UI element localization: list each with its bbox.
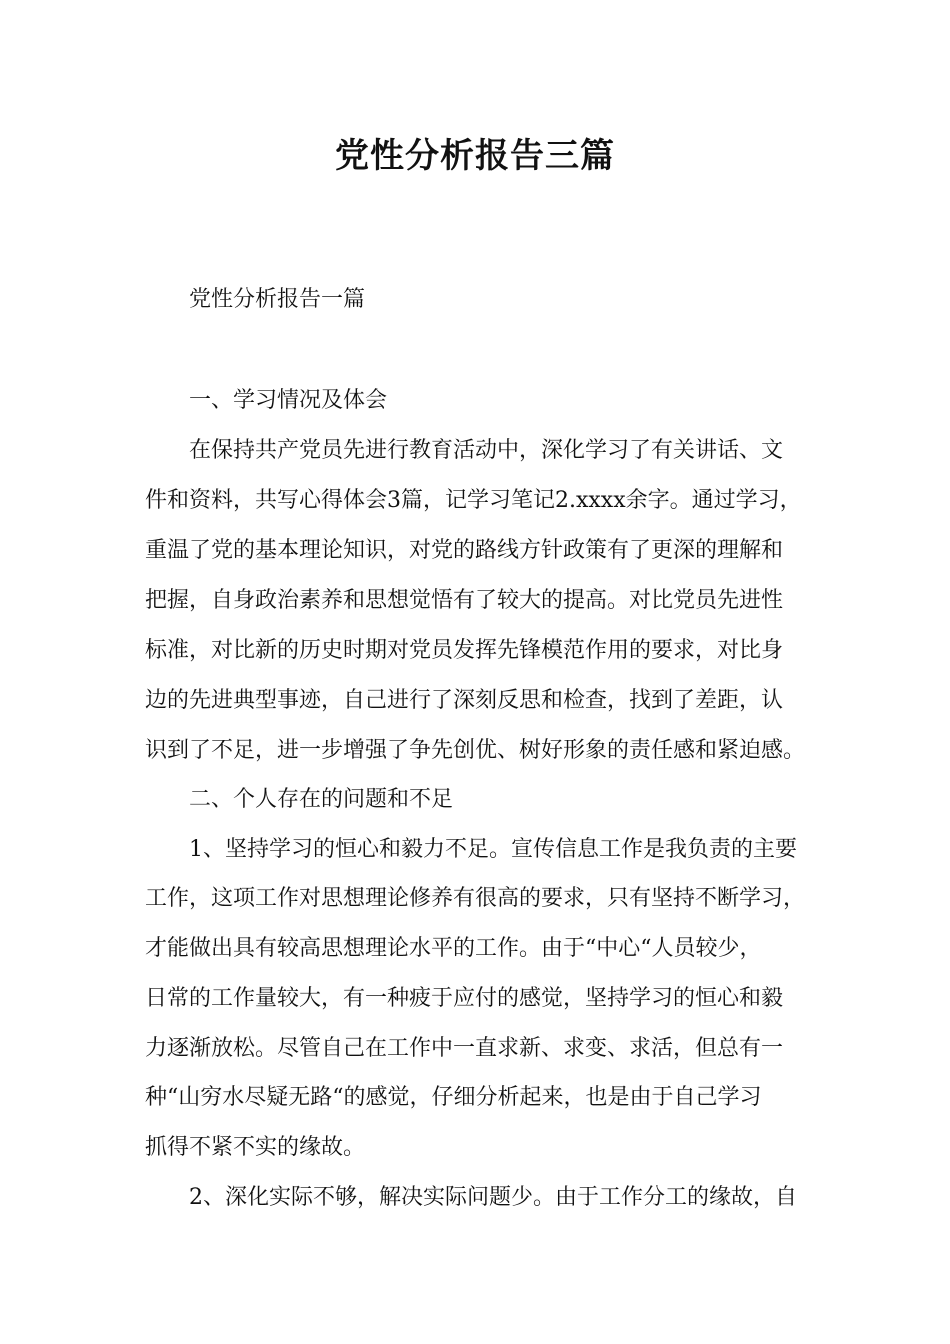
subheading: 二、个人存在的问题和不足 — [145, 787, 454, 812]
subheading: 一、学习情况及体会 — [145, 388, 388, 413]
paragraph-line: 抓得不紧不实的缘故。 — [145, 1135, 366, 1160]
paragraph-line: 日常的工作量较大，有一种疲于应付的感觉，坚持学习的恒心和毅 — [145, 986, 784, 1011]
paragraph-line: 才能做出具有较高思想理论水平的工作。由于“中心“人员较少， — [145, 936, 762, 961]
paragraph-line: 种“山穷水尽疑无路“的感觉，仔细分析起来，也是由于自己学习 — [145, 1085, 762, 1110]
document-title: 党性分析报告三篇 — [335, 136, 615, 176]
paragraph-line: 力逐渐放松。尽管自己在工作中一直求新、求变、求活，但总有一 — [145, 1036, 784, 1061]
paragraph-line: 件和资料，共写心得体会3篇，记学习笔记2.xxxx余字。通过学习， — [145, 488, 802, 513]
paragraph-line: 把握，自身政治素养和思想觉悟有了较大的提高。对比党员先进性 — [145, 588, 784, 613]
paragraph-line: 边的先进典型事迹，自己进行了深刻反思和检查，找到了差距，认 — [145, 688, 784, 713]
paragraph-line: 在保持共产党员先进行教育活动中，深化学习了有关讲话、文 — [145, 438, 784, 463]
paragraph-line: 工作，这项工作对思想理论修养有很高的要求，只有坚持不断学习， — [145, 886, 806, 911]
paragraph-line: 重温了党的基本理论知识，对党的路线方针政策有了更深的理解和 — [145, 538, 784, 563]
paragraph-line: 1、坚持学习的恒心和毅力不足。宣传信息工作是我负责的主要 — [145, 837, 797, 862]
section-heading: 党性分析报告一篇 — [145, 287, 366, 312]
paragraph-line: 标准，对比新的历史时期对党员发挥先锋模范作用的要求，对比身 — [145, 638, 784, 663]
paragraph-line: 2、深化实际不够，解决实际问题少。由于工作分工的缘故，自 — [145, 1185, 797, 1210]
paragraph-line: 识到了不足，进一步增强了争先创优、树好形象的责任感和紧迫感。 — [145, 738, 806, 763]
